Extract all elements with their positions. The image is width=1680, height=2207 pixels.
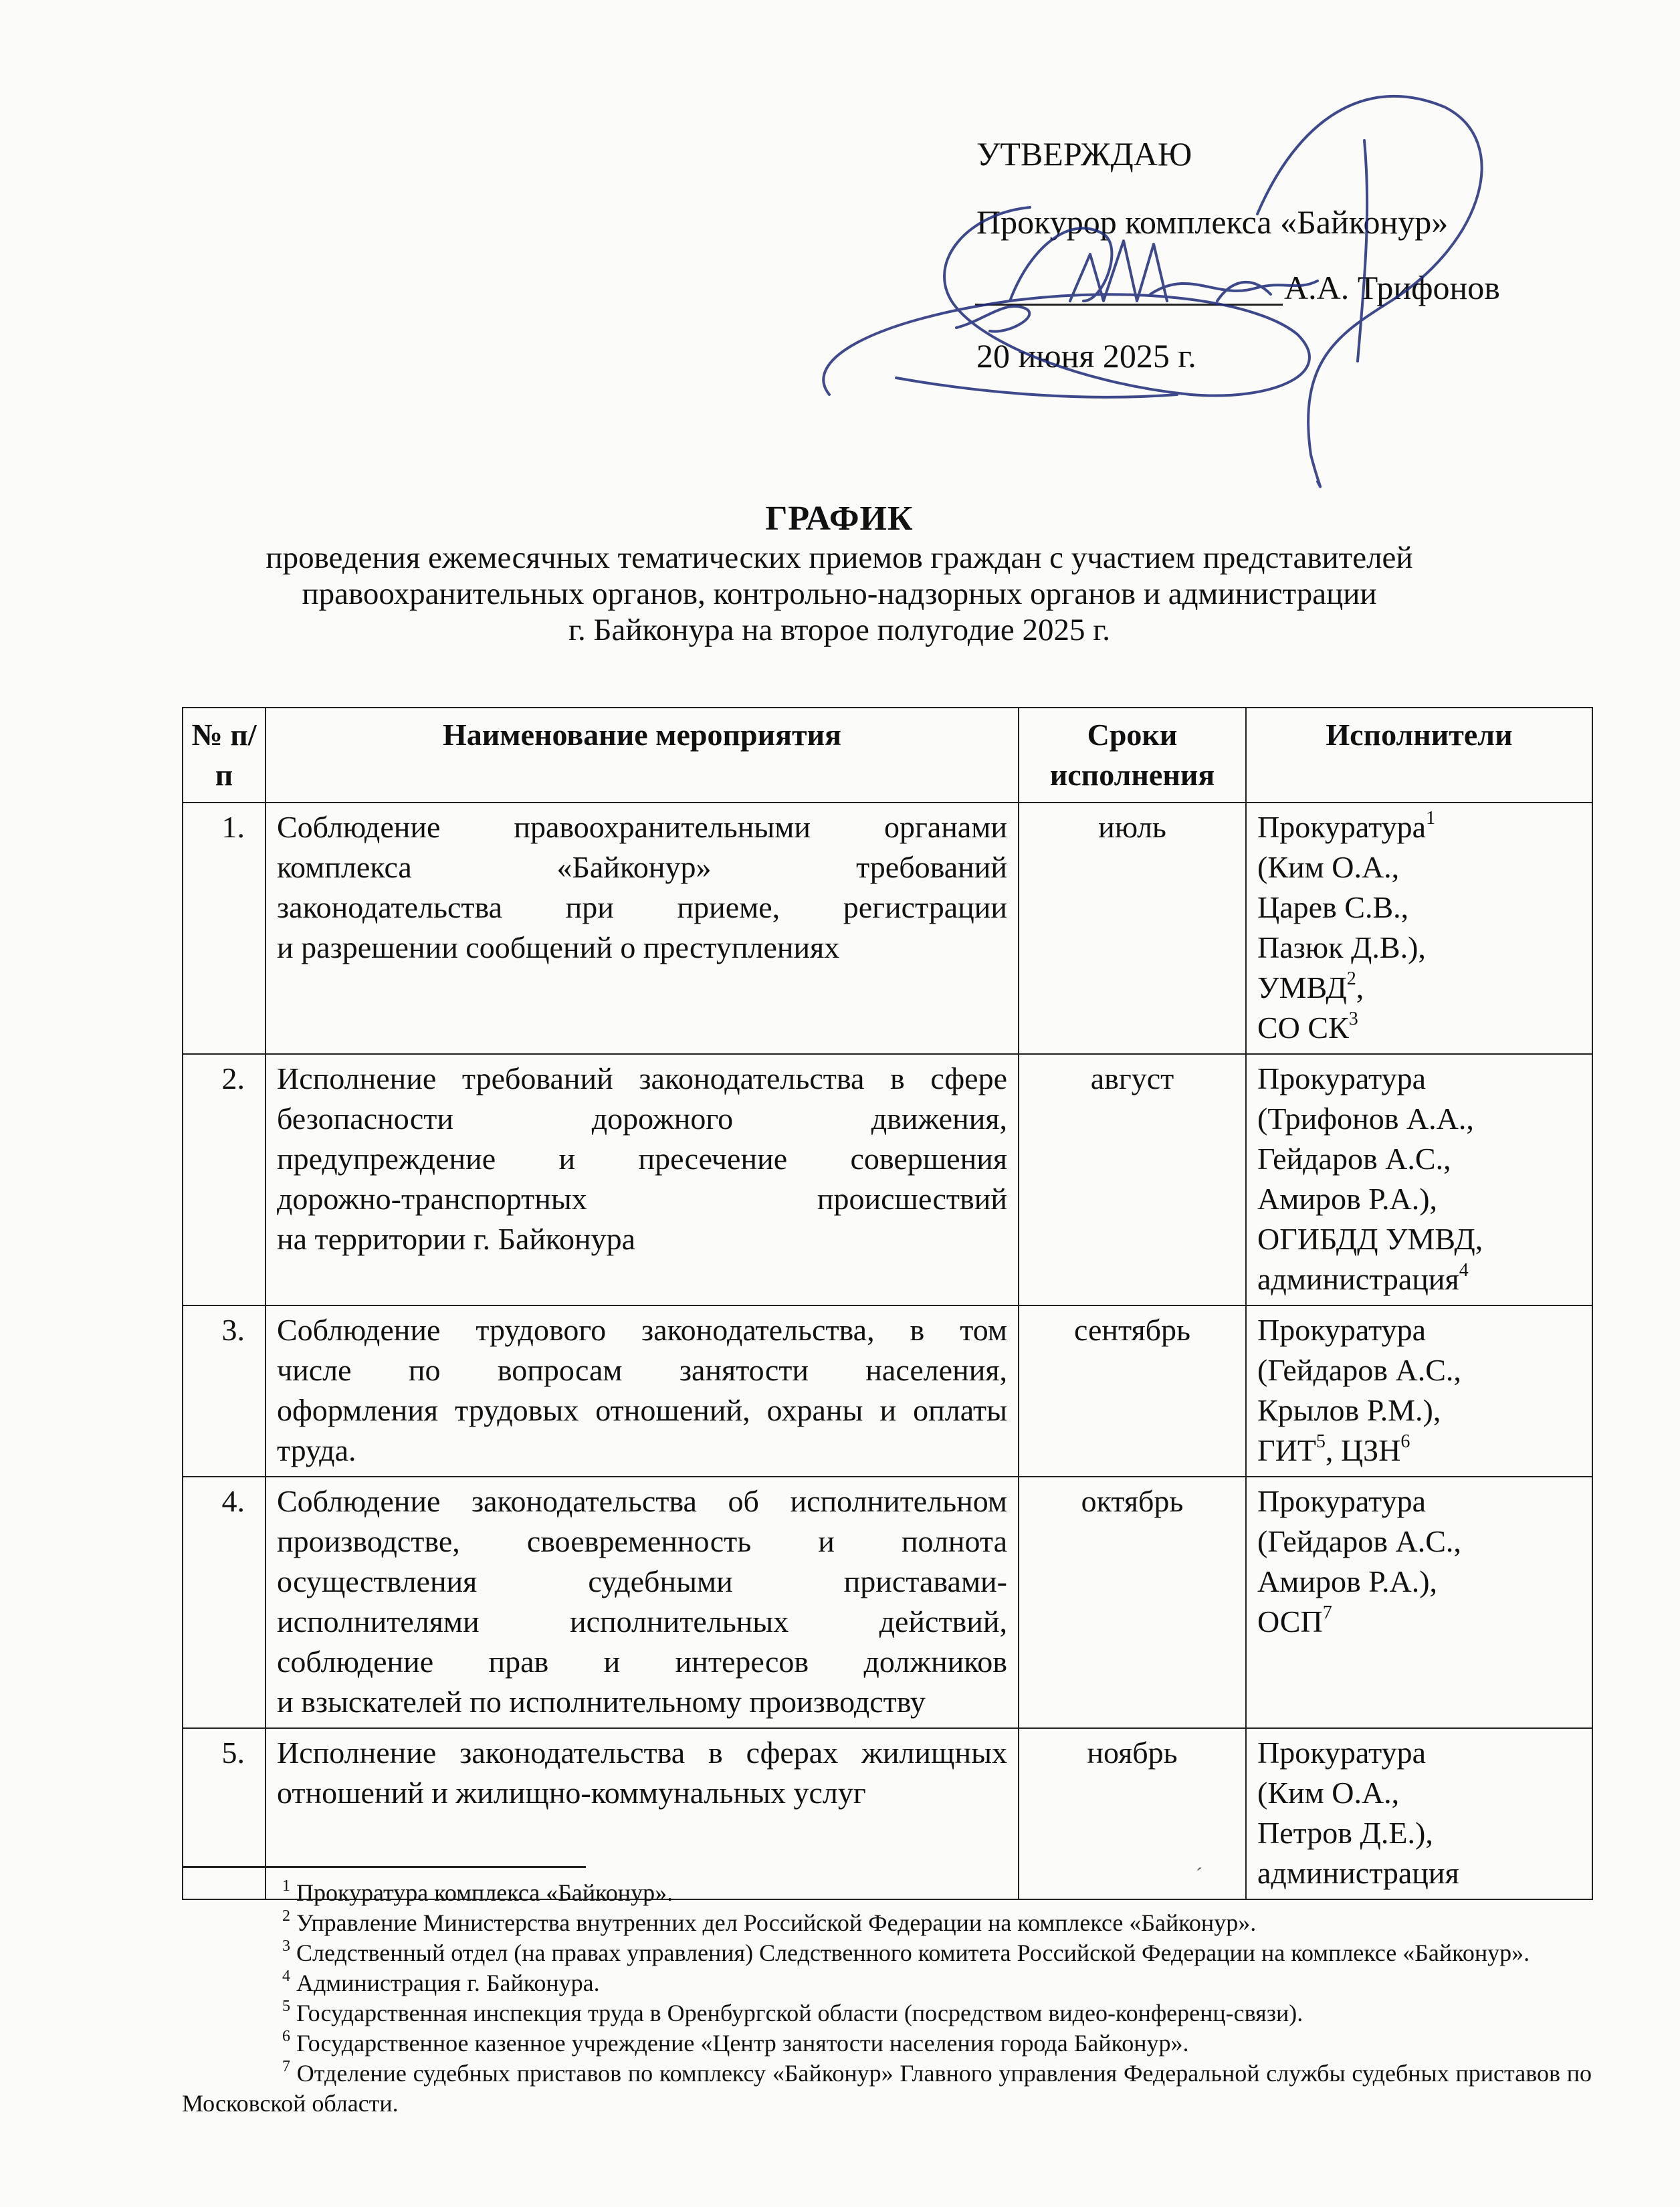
header-num: № п/п (183, 708, 266, 803)
footnote-ref: 1 (1426, 807, 1436, 829)
document-title (120, 498, 1558, 648)
event-name-line: и разрешении сообщений о преступлениях (277, 930, 840, 964)
executor-text: СО СК (1257, 1011, 1349, 1045)
event-name-line: безопасности дорожного движения, (277, 1101, 1007, 1136)
executor-text: администрация (1257, 1262, 1459, 1296)
approval-date: 20 июня 2025 г. (976, 337, 1196, 375)
approver-position: Прокурор комплекса «Байконур» (976, 203, 1449, 241)
executor-line (1257, 1813, 1581, 1853)
executor-text: (Трифонов А.А., (1257, 1101, 1474, 1136)
executor-line (1257, 1773, 1581, 1813)
event-name (266, 803, 1019, 1054)
footnote (182, 2028, 1592, 2059)
executor-line (1257, 1481, 1581, 1521)
table-row (183, 1477, 1592, 1728)
event-name-line: оформления трудовых отношений, охраны и оплаты (277, 1393, 1007, 1427)
deadline: сентябрь (1019, 1305, 1246, 1477)
title-subtitle-line-1: проведения ежемесячных тематических приемов граждан с участием представителей (266, 540, 1413, 575)
footnote-number: 2 (282, 1907, 290, 1925)
executor-text: УМВД (1257, 970, 1347, 1005)
footnote-ref: 5 (1316, 1431, 1326, 1452)
executors (1246, 1305, 1592, 1477)
executor-line (1257, 807, 1581, 847)
executor-text: ГИТ (1257, 1433, 1316, 1467)
event-name-line: и взыскателей по исполнительному производству (277, 1685, 926, 1719)
footnote-number: 3 (282, 1937, 290, 1955)
schedule-table (182, 707, 1593, 1900)
footnote-number: 1 (282, 1877, 290, 1895)
footnote (182, 2059, 1592, 2119)
row-number: 1. (183, 803, 266, 1054)
executor-line (1257, 1179, 1581, 1219)
event-name-line: комплекса «Байконур» требований (277, 850, 1007, 884)
deadline: июль (1019, 803, 1246, 1054)
footnotes (182, 1878, 1592, 2119)
event-name-line: труда. (277, 1433, 356, 1467)
executor-text: Прокуратура (1257, 810, 1427, 844)
executors (1246, 803, 1592, 1054)
table-row (183, 1305, 1592, 1477)
executor-line (1257, 968, 1581, 1008)
executor-line (1257, 928, 1581, 968)
event-name-line: Исполнение требований законодательства в сфере (277, 1061, 1007, 1095)
executor-line (1257, 1431, 1581, 1471)
footnote (182, 1938, 1592, 1968)
table-row (183, 1728, 1592, 1899)
event-name-line: исполнителями исполнительных действий, (277, 1604, 1007, 1639)
row-number: 2. (183, 1054, 266, 1305)
event-name-line: отношений и жилищно-коммунальных услуг (277, 1776, 866, 1810)
footnote-number: 4 (282, 1968, 290, 1985)
event-name (266, 1054, 1019, 1305)
executor-text: администрация (1257, 1856, 1459, 1890)
executors (1246, 1054, 1592, 1305)
title-heading: ГРАФИК (765, 500, 914, 538)
footnote-separator (182, 1866, 586, 1868)
footnote-number: 7 (282, 2058, 290, 2075)
footnote-text: Государственная инспекция труда в Оренбургской области (посредством видео-конференц-связи). (296, 2000, 1303, 2026)
event-name (266, 1477, 1019, 1728)
table-row (183, 803, 1592, 1054)
event-name-line: Соблюдение законодательства об исполнительном (277, 1484, 1007, 1518)
executor-line (1257, 1310, 1581, 1350)
title-subtitle-line-2: правоохранительных органов, контрольно-надзорных органов и администрации (302, 576, 1377, 611)
executor-line (1257, 1099, 1581, 1139)
footnote-ref: 4 (1459, 1259, 1469, 1281)
event-name (266, 1305, 1019, 1477)
executor-text: Крылов Р.М.), (1257, 1393, 1441, 1427)
executor-text: Прокуратура (1257, 1313, 1427, 1347)
table-body (183, 803, 1592, 1899)
executor-line (1257, 1733, 1581, 1773)
executors (1246, 1728, 1592, 1899)
table-header-row (183, 708, 1592, 803)
footnote (182, 1968, 1592, 1998)
executor-text: Царев С.В., (1257, 890, 1409, 924)
header-term: Сроки исполнения (1019, 708, 1246, 803)
footnote (182, 1908, 1592, 1938)
footnote-text: Прокуратура комплекса «Байконур». (296, 1879, 673, 1906)
deadline: август (1019, 1054, 1246, 1305)
executor-line (1257, 847, 1581, 887)
executor-text: Прокуратура (1257, 1484, 1427, 1518)
executor-line (1257, 1390, 1581, 1431)
event-name-line: числе по вопросам занятости населения, (277, 1353, 1007, 1387)
event-name-line: Соблюдение трудового законодательства, в том (277, 1313, 1007, 1347)
event-name-line: Соблюдение правоохранительными органами (277, 810, 1007, 844)
executor-line (1257, 1008, 1581, 1048)
event-name-line: осуществления судебными приставами- (277, 1564, 1007, 1598)
header-name: Наименование мероприятия (266, 708, 1019, 803)
footnote-ref: 3 (1348, 1008, 1358, 1029)
event-name-line: на территории г. Байконура (277, 1222, 636, 1256)
executor-line (1257, 1350, 1581, 1390)
deadline: октябрь (1019, 1477, 1246, 1728)
deadline: ноябрь (1019, 1728, 1246, 1899)
executor-line (1257, 1521, 1581, 1562)
executor-text: (Гейдаров А.С., (1257, 1353, 1461, 1387)
executor-line (1257, 1059, 1581, 1099)
footnote-text: Администрация г. Байконура. (296, 1970, 600, 1996)
stray-mark: ˊ (1196, 1864, 1202, 1886)
executor-text: ОГИБДД УМВД, (1257, 1222, 1483, 1256)
executor-text-after: , (1356, 970, 1364, 1005)
footnote-ref: 6 (1400, 1431, 1410, 1452)
approver-name: А.А. Трифонов (1284, 269, 1500, 306)
event-name-line: законодательства при приеме, регистрации (277, 890, 1007, 924)
footnote-text: Отделение судебных приставов по комплексу «Байконур» Главного управления Федеральной службы судебных приставов по Московской области. (182, 2060, 1592, 2117)
footnote-ref: 7 (1322, 1602, 1332, 1623)
executor-text: ОСП (1257, 1604, 1323, 1639)
footnote-text: Государственное казенное учреждение «Центр занятости населения города Байконур». (296, 2030, 1189, 2057)
row-number: 4. (183, 1477, 266, 1728)
title-subtitle-line-3: г. Байконура на второе полугодие 2025 г. (568, 613, 1110, 647)
footnote-number: 5 (282, 1998, 290, 2015)
footnote-text: Управление Министерства внутренних дел Российской Федерации на комплексе «Байконур». (296, 1909, 1257, 1936)
executor-line (1257, 1259, 1581, 1299)
footnote-text: Следственный отдел (на правах управления) Следственного комитета Российской Федерации на комплексе «Байконур». (296, 1939, 1530, 1966)
event-name-line: Исполнение законодательства в сферах жилищных (277, 1736, 1007, 1770)
approve-word: УТВЕРЖДАЮ (976, 135, 1192, 173)
table-row (183, 1054, 1592, 1305)
executor-text: (Гейдаров А.С., (1257, 1524, 1461, 1558)
executor-text: Пазюк Д.В.), (1257, 930, 1426, 964)
executor-text: Амиров Р.А.), (1257, 1564, 1438, 1598)
executor-text: Прокуратура (1257, 1061, 1427, 1095)
executor-text: (Ким О.А., (1257, 850, 1400, 884)
footnote-ref: 2 (1346, 968, 1356, 989)
executor-text: Петров Д.Е.), (1257, 1816, 1433, 1850)
executor-line (1257, 887, 1581, 928)
executors (1246, 1477, 1592, 1728)
executor-text-after: , ЦЗН (1325, 1433, 1401, 1467)
footnote (182, 1878, 1592, 1908)
event-name-line: предупреждение и пресечение совершения (277, 1142, 1007, 1176)
executor-line (1257, 1139, 1581, 1179)
executor-line (1257, 1562, 1581, 1602)
footnote (182, 1998, 1592, 2028)
signature-line (975, 304, 1283, 306)
executor-text: Прокуратура (1257, 1736, 1427, 1770)
row-number: 3. (183, 1305, 266, 1477)
executor-line (1257, 1219, 1581, 1259)
event-name-line: производстве, своевременность и полнота (277, 1524, 1007, 1558)
event-name (266, 1728, 1019, 1899)
row-number: 5. (183, 1728, 266, 1899)
event-name-line: дорожно-транспортных происшествий (277, 1182, 1007, 1216)
footnote-number: 6 (282, 2028, 290, 2045)
executor-text: (Ким О.А., (1257, 1776, 1400, 1810)
executor-text: Гейдаров А.С., (1257, 1142, 1451, 1176)
executor-text: Амиров Р.А.), (1257, 1182, 1438, 1216)
event-name-line: соблюдение прав и интересов должников (277, 1645, 1007, 1679)
header-executors: Исполнители (1246, 708, 1592, 803)
executor-line (1257, 1602, 1581, 1642)
